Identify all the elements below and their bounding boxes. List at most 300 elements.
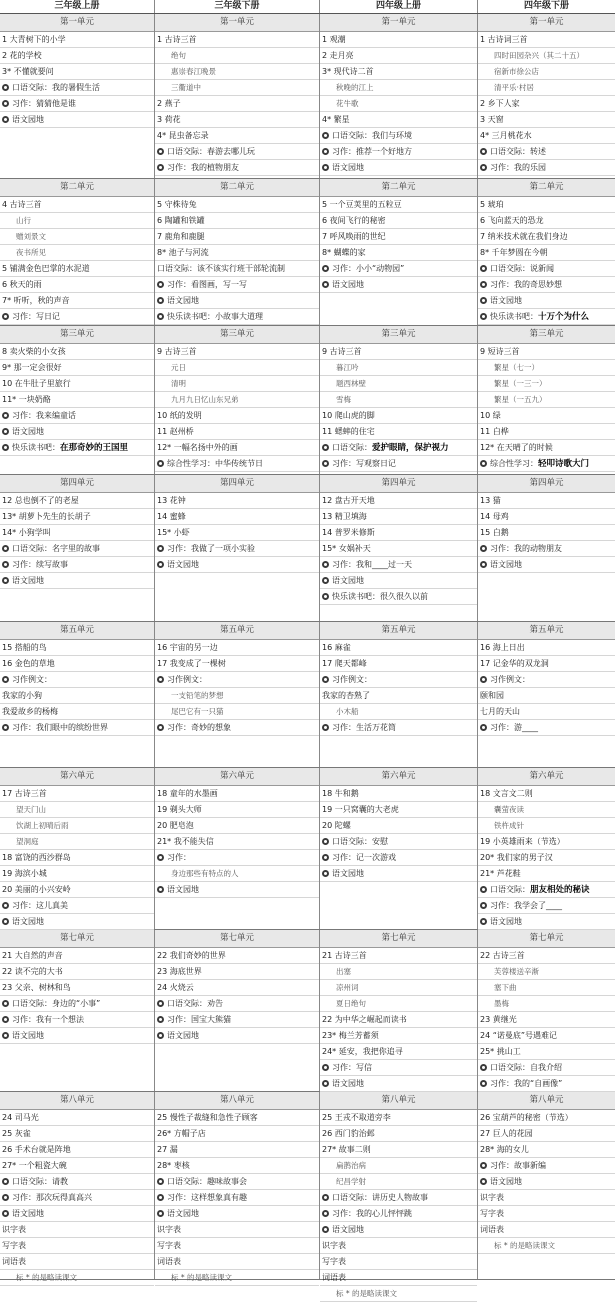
bullet-icon [322,1064,329,1071]
lesson-item [478,1012,615,1028]
item-text: 习作例文： [332,675,372,684]
activity-item [155,1190,319,1206]
lesson-item [478,1126,615,1142]
sub-item [478,802,615,818]
unit-column-grade3-vol2 [155,14,320,178]
sub-item [478,980,615,996]
item-text: 口语交际： [490,885,530,894]
item-text: 1 大青树下的小学 [2,35,66,44]
item-text: 我家的小狗 [2,691,42,700]
lesson-item [155,525,319,541]
item-text: 21* 芦花鞋 [480,869,521,878]
unit-column-grade3-vol1 [0,326,155,474]
bullet-icon [2,918,9,925]
item-text: 8* 蝴蝶的家 [322,248,366,257]
lesson-item [478,1142,615,1158]
bullet-icon [480,297,487,304]
sub-item [320,96,477,112]
sub-item [0,1270,154,1286]
item-text: 夜书所见 [16,248,46,257]
unit-block-2 [0,179,615,326]
item-text: 语文园地 [490,917,522,926]
item-text: 习作：故事新编 [490,1161,546,1170]
item-text: 26 手术台就是阵地 [2,1145,71,1154]
activity-item [320,1190,477,1206]
item-text: 习作：看图画，写一写 [167,280,247,289]
activity-item [0,1190,154,1206]
lesson-item [0,64,154,80]
item-text: 17 古诗三首 [2,789,47,798]
item-text: 语文园地 [332,576,364,585]
item-text: 语文园地 [12,576,44,585]
item-text: 4* 三月桃花水 [480,131,532,140]
lesson-item [155,818,319,834]
item-text: 综合性学习：中华传统节日 [167,459,263,468]
unit-title: 第二单元 [320,179,477,197]
item-text: 语文园地 [332,1225,364,1234]
lesson-item [478,128,615,144]
lesson-item [155,656,319,672]
activity-item [478,1060,615,1076]
item-text: 一支铅笔的梦想 [171,691,224,700]
item-text: 23* 梅兰芳蓄须 [322,1031,379,1040]
unit-title: 第六单元 [155,768,319,786]
lesson-item [0,1110,154,1126]
activity-item [155,1174,319,1190]
lesson-item [320,818,477,834]
item-text: 18 文言文二则 [480,789,533,798]
lesson-item [155,408,319,424]
activity-item [320,672,477,688]
bullet-icon [480,918,487,925]
lesson-item [320,525,477,541]
lesson-item [155,509,319,525]
item-text: 习作：写观察日记 [332,459,396,468]
unit-column-grade3-vol2 [155,1092,320,1282]
item-text: 5 一个豆荚里的五粒豆 [322,200,402,209]
item-text: 标 * 的是略读课文 [494,1241,556,1250]
activity-item [155,1012,319,1028]
activity-item [478,541,615,557]
item-text: 题西林壁 [336,379,366,388]
item-text: 尾巴它有一只猫 [171,707,224,716]
lesson-item [478,1190,615,1206]
bullet-icon [157,1178,164,1185]
lesson-item [0,197,154,213]
lesson-item [478,493,615,509]
item-text: 口语交际：讲历史人物故事 [332,1193,428,1202]
item-text: 语文园地 [167,560,199,569]
unit-column-grade4-vol2 [478,930,615,1091]
item-text: 6 夜间飞行的秘密 [322,216,386,225]
sub-item [320,1158,477,1174]
sub-item [478,64,615,80]
bullet-icon [322,838,329,845]
lesson-item [155,640,319,656]
unit-title: 第一单元 [320,14,477,32]
item-text: 26 宝葫芦的秘密（节选） [480,1113,573,1122]
bullet-icon [157,1000,164,1007]
item-text: 词语表 [2,1257,26,1266]
item-text: 写字表 [322,1257,346,1266]
activity-item [320,144,477,160]
unit-column-grade3-vol1 [0,179,155,325]
item-text: 口语交际：我的暑假生活 [12,83,100,92]
activity-item [0,573,154,589]
activity-item [478,914,615,930]
lesson-item [0,656,154,672]
activity-item [0,996,154,1012]
item-text: 颐和园 [480,691,504,700]
item-text: 词语表 [322,1273,346,1282]
lesson-item [320,786,477,802]
lesson-item [478,1222,615,1238]
item-text: 20 肥皂泡 [157,821,194,830]
bullet-icon [157,297,164,304]
bullet-icon [2,724,9,731]
item-text: 口语交际：春游去哪儿玩 [167,147,255,156]
item-text: 识字表 [157,1225,181,1234]
item-text: 13 花钟 [157,496,186,505]
sub-item [478,1238,615,1254]
item-text: 25* 挑山工 [480,1047,521,1056]
unit-title: 第三单元 [478,326,615,344]
item-text: 习作：我的植物朋友 [167,163,239,172]
unit-column-grade4-vol1 [320,179,478,325]
bullet-icon [322,1210,329,1217]
bullet-icon [2,561,9,568]
lesson-item [320,1238,477,1254]
unit-column-grade3-vol1 [0,14,155,178]
lesson-item [155,1158,319,1174]
item-text: 13* 胡萝卜先生的长胡子 [2,512,91,521]
unit-title: 第四单元 [478,475,615,493]
item-text: 24 火烧云 [157,983,194,992]
item-text: 标 * 的是略读课文 [336,1289,398,1298]
sub-item [320,1286,477,1302]
activity-item [155,160,319,176]
item-text: 习作：我的动物朋友 [490,544,562,553]
unit-title: 第三单元 [155,326,319,344]
unit-column-grade3-vol2 [155,768,320,929]
bullet-icon [157,676,164,683]
item-text: 习作：游____ [490,723,538,732]
unit-title: 第一单元 [0,14,154,32]
item-text: 繁星（一三一） [494,379,547,388]
lesson-item [320,688,477,704]
item-text: 27 巨人的花园 [480,1129,533,1138]
item-text: 12 盘古开天地 [322,496,375,505]
bullet-icon [322,265,329,272]
item-text: 10 纸的发明 [157,411,202,420]
lesson-item [320,541,477,557]
activity-item [478,1158,615,1174]
activity-item [0,898,154,914]
item-text: 花牛歌 [336,99,359,108]
lesson-item [478,408,615,424]
item-text: 口语交际：我们与环境 [332,131,412,140]
bullet-icon [480,281,487,288]
item-text: 13 精卫填海 [322,512,367,521]
item-text: 1 观潮 [322,35,346,44]
item-text: 19 剃头大师 [157,805,202,814]
sub-item [320,376,477,392]
bullet-icon [2,545,9,552]
item-text: 6 秋天的雨 [2,280,42,289]
item-text: 23 黄继光 [480,1015,517,1024]
item-text: 10 绿 [480,411,501,420]
activity-item [320,589,477,605]
bullet-icon [322,444,329,451]
activity-item [0,96,154,112]
activity-item [0,1206,154,1222]
item-text: 饮湖上初晴后雨 [16,821,69,830]
item-text: 25 慢性子裁缝和急性子顾客 [157,1113,258,1122]
item-text: 25 王戎不取道旁李 [322,1113,391,1122]
item-text: 18 童年的水墨画 [157,789,218,798]
item-text: 10 爬山虎的脚 [322,411,375,420]
sub-item [155,392,319,408]
item-text: 我爱故乡的杨梅 [2,707,58,716]
item-text: 快乐读书吧：小故事大道理 [167,312,263,321]
activity-item [478,882,615,898]
item-text: 21* 我不能失信 [157,837,214,846]
item-text: 望天门山 [16,805,46,814]
lesson-item [155,112,319,128]
unit-title: 第八单元 [320,1092,477,1110]
item-text: 语文园地 [12,1209,44,1218]
item-text: 习作：续写故事 [12,560,68,569]
lesson-item [0,376,154,392]
lesson-item [320,802,477,818]
item-text: 21 大自然的声音 [2,951,63,960]
bullet-icon [157,460,164,467]
item-text: 26* 方帽子店 [157,1129,206,1138]
item-text: 囊萤夜读 [494,805,524,814]
lesson-item [320,1110,477,1126]
bullet-icon [2,1032,9,1039]
unit-column-grade3-vol2 [155,622,320,767]
activity-item [320,440,477,456]
unit-title: 第一单元 [155,14,319,32]
lesson-item [320,1044,477,1060]
activity-item [155,309,319,325]
lesson-item [0,704,154,720]
lesson-item [478,440,615,456]
lesson-item [155,1238,319,1254]
highlight-text: 朋友相处的秘诀 [530,885,590,895]
activity-item [478,456,615,472]
lesson-item [155,834,319,850]
item-text: 15 白鹅 [480,528,509,537]
unit-title: 第六单元 [478,768,615,786]
item-text: 习作：这儿真美 [12,901,68,910]
lesson-item [0,293,154,309]
lesson-item [478,525,615,541]
item-text: 铁杵成针 [494,821,524,830]
item-text: 口语交际：劝告 [167,999,223,1008]
lesson-item [0,1254,154,1270]
item-text: 纪昌学射 [336,1177,366,1186]
unit-title: 第七单元 [320,930,477,948]
item-text: 20 陀螺 [322,821,351,830]
item-text: 七月的天山 [480,707,520,716]
item-text: 口语交际： [332,443,372,452]
item-text: 口语交际：该不该实行班干部轮流制 [157,264,285,273]
unit-block-3 [0,326,615,475]
item-text: 我家的杏熟了 [322,691,370,700]
item-text: 习作：写信 [332,1063,372,1072]
bullet-icon [322,132,329,139]
item-text: 19 小英雄雨来（节选） [480,837,565,846]
lesson-item [320,1012,477,1028]
item-text: 三衢道中 [171,83,201,92]
item-text: 11 白桦 [480,427,509,436]
activity-item [478,672,615,688]
bullet-icon [2,1210,9,1217]
item-text: 25 灰雀 [2,1129,31,1138]
activity-item [320,834,477,850]
lesson-item [0,866,154,882]
lesson-item [155,229,319,245]
sub-item [0,818,154,834]
item-text: 习作例文： [167,675,207,684]
lesson-item [0,344,154,360]
lesson-item [0,525,154,541]
sub-item [155,80,319,96]
bullet-icon [157,1016,164,1023]
item-text: 墨梅 [494,999,509,1008]
lesson-item [320,48,477,64]
lesson-item [0,493,154,509]
bullet-icon [2,428,9,435]
item-text: 22 为中华之崛起而读书 [322,1015,407,1024]
bullet-icon [322,281,329,288]
item-text: 综合性学习： [490,459,538,468]
item-text: 识字表 [480,1193,504,1202]
unit-title: 第八单元 [478,1092,615,1110]
lesson-item [0,1126,154,1142]
item-text: 口语交际：趣味故事会 [167,1177,247,1186]
item-text: 习作： [167,853,191,862]
activity-item [0,424,154,440]
item-text: 5 铺满金色巴掌的水泥道 [2,264,90,273]
activity-item [320,866,477,882]
activity-item [478,144,615,160]
item-text: 识字表 [322,1241,346,1250]
item-text: 口语交际：自我介绍 [490,1063,562,1072]
bullet-icon [480,1080,487,1087]
item-text: 17 记金华的双龙洞 [480,659,549,668]
unit-column-grade3-vol1 [0,768,155,929]
item-text: 14 母鸡 [480,512,509,521]
sub-item [320,704,477,720]
item-text: 28* 枣核 [157,1161,190,1170]
lesson-item [0,277,154,293]
bullet-icon [157,724,164,731]
item-text: 7* 听听，秋的声音 [2,296,70,305]
item-text: 雪梅 [336,395,351,404]
lesson-item [320,213,477,229]
lesson-item [155,245,319,261]
header-grade3-vol1: 三年级上册 [0,0,155,13]
item-text: 6 飞向蓝天的恐龙 [480,216,544,225]
activity-item [478,720,615,736]
activity-item [155,456,319,472]
activity-item [155,557,319,573]
item-text: 语文园地 [12,115,44,124]
activity-item [320,557,477,573]
activity-item [155,277,319,293]
bullet-icon [480,265,487,272]
bullet-icon [2,902,9,909]
activity-item [320,1222,477,1238]
lesson-item [478,229,615,245]
item-text: 3* 现代诗二首 [322,67,374,76]
lesson-item [478,344,615,360]
item-text: 2 燕子 [157,99,181,108]
item-text: 口语交际：转述 [490,147,546,156]
item-text: 习作：我的心儿怦怦跳 [332,1209,412,1218]
activity-item [478,1174,615,1190]
bullet-icon [157,1194,164,1201]
lesson-item [320,640,477,656]
bullet-icon [480,148,487,155]
item-text: 习作：那次玩得真高兴 [12,1193,92,1202]
lesson-item [0,948,154,964]
table-header [0,0,615,14]
bullet-icon [2,1194,9,1201]
lesson-item [155,802,319,818]
item-text: 语文园地 [490,296,522,305]
lesson-item [320,948,477,964]
item-text: 12* 在天晴了的时候 [480,443,553,452]
item-text: 口语交际：安慰 [332,837,388,846]
lesson-item [0,1142,154,1158]
unit-title: 第八单元 [155,1092,319,1110]
unit-title: 第七单元 [155,930,319,948]
lesson-item [320,112,477,128]
unit-column-grade4-vol1 [320,1092,478,1298]
unit-block-6 [0,768,615,930]
lesson-item [478,112,615,128]
bullet-icon [322,870,329,877]
item-text: 习作：我来编童话 [12,411,76,420]
item-text: 27* 故事二则 [322,1145,371,1154]
lesson-item [320,229,477,245]
sub-item [320,996,477,1012]
lesson-item [155,424,319,440]
activity-item [320,261,477,277]
lesson-item [478,640,615,656]
item-text: 写字表 [2,1241,26,1250]
bullet-icon [480,1178,487,1185]
item-text: 14 蜜蜂 [157,512,186,521]
activity-item [478,1076,615,1092]
activity-item [320,1060,477,1076]
bullet-icon [480,886,487,893]
activity-item [0,440,154,456]
item-text: 23 海底世界 [157,967,202,976]
item-text: 12 总也倒不了的老屋 [2,496,79,505]
item-text: 塞下曲 [494,983,517,992]
item-text: 习作：我有一个想法 [12,1015,84,1024]
lesson-item [478,704,615,720]
activity-item [0,1174,154,1190]
activity-item [320,1206,477,1222]
item-text: 习作：小小“动物园” [332,264,405,273]
activity-item [155,293,319,309]
